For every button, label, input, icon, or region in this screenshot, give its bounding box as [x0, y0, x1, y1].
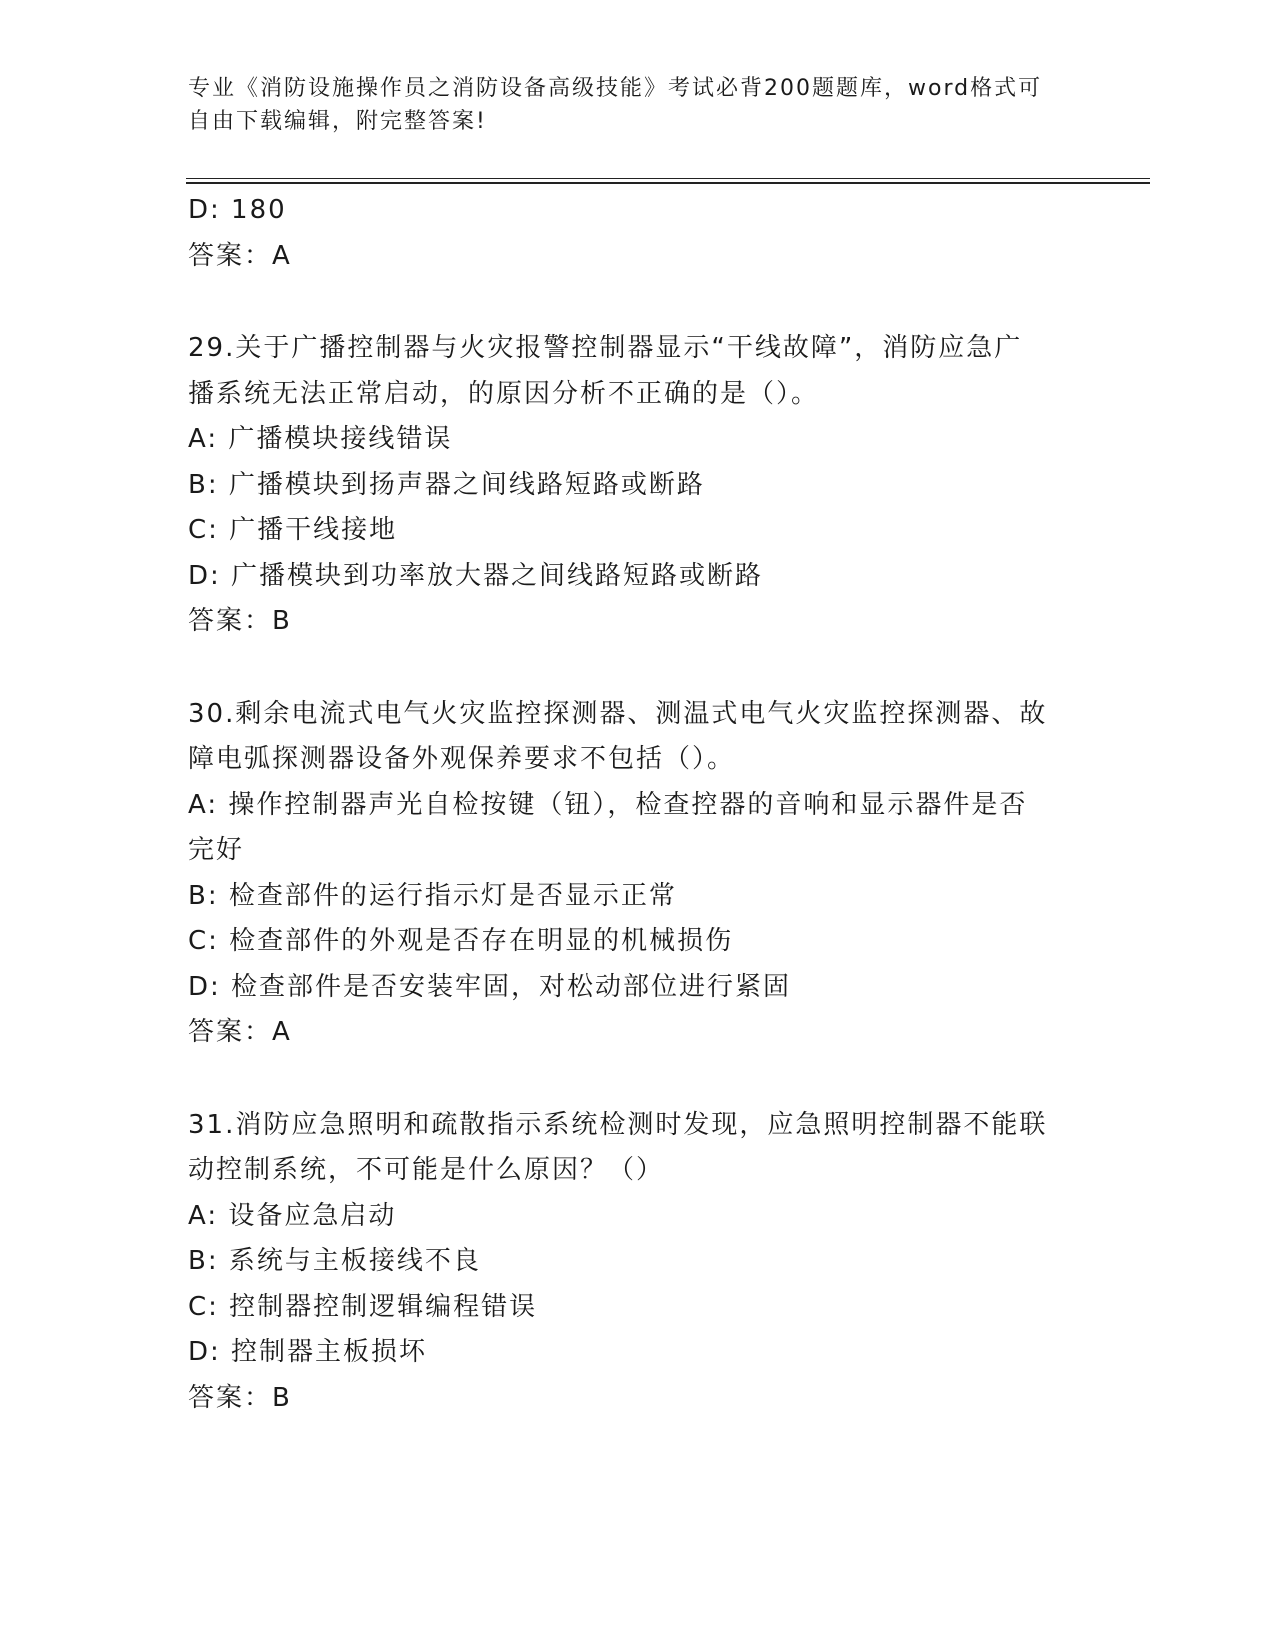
option-a-continued: 完好	[188, 835, 245, 865]
question-29	[188, 326, 1088, 645]
option-d: D: 180	[188, 195, 287, 225]
question-text: 29.关于广播控制器与火灾报警控制器显示“干线故障”，消防应急广	[188, 333, 1023, 363]
option-a: A: 操作控制器声光自检按键（钮），检查控器的音响和显示器件是否	[188, 789, 1028, 820]
question-31	[188, 1103, 1088, 1422]
option-d: D: 广播模块到功率放大器之间线路短路或断路	[188, 560, 764, 591]
document-body	[188, 188, 1088, 1421]
answer-line: 答案：A	[188, 1017, 292, 1047]
option-b: B: 系统与主板接线不良	[188, 1246, 481, 1276]
question-text: 播系统无法正常启动，的原因分析不正确的是（）。	[188, 378, 820, 409]
header-line-2: 自由下载编辑，附完整答案!	[188, 109, 487, 134]
question-text: 31.消防应急照明和疏散指示系统检测时发现，应急照明控制器不能联	[188, 1109, 1048, 1140]
option-a: A: 广播模块接线错误	[188, 424, 453, 454]
option-c: C: 控制器控制逻辑编程错误	[188, 1291, 538, 1322]
header-divider-thin	[186, 178, 1150, 179]
previous-question-tail	[188, 188, 1088, 279]
document-header	[188, 72, 1088, 138]
option-c: C: 检查部件的外观是否存在明显的机械损伤	[188, 926, 734, 956]
option-c: C: 广播干线接地	[188, 515, 398, 545]
option-a: A: 设备应急启动	[188, 1200, 397, 1231]
option-b: B: 检查部件的运行指示灯是否显示正常	[188, 880, 677, 911]
spacer	[188, 1056, 1088, 1103]
header-divider-thick	[186, 182, 1150, 184]
answer-line: 答案：B	[188, 1382, 292, 1413]
answer-line: 答案：B	[188, 606, 292, 636]
spacer	[188, 279, 1088, 326]
spacer	[188, 645, 1088, 692]
option-d: D: 控制器主板损坏	[188, 1337, 428, 1367]
question-30	[188, 692, 1088, 1056]
question-text: 障电弧探测器设备外观保养要求不包括（）。	[188, 744, 736, 774]
question-text: 动控制系统，不可能是什么原因？（）	[188, 1155, 665, 1185]
option-b: B: 广播模块到扬声器之间线路短路或断路	[188, 469, 705, 500]
option-d: D: 检查部件是否安装牢固，对松动部位进行紧固	[188, 971, 792, 1002]
header-line-1: 专业《消防设施操作员之消防设备高级技能》考试必背200题题库，word格式可	[188, 76, 1043, 101]
question-text: 30.剩余电流式电气火灾监控探测器、测温式电气火灾监控探测器、故	[188, 698, 1048, 729]
answer-line: 答案：A	[188, 240, 292, 271]
